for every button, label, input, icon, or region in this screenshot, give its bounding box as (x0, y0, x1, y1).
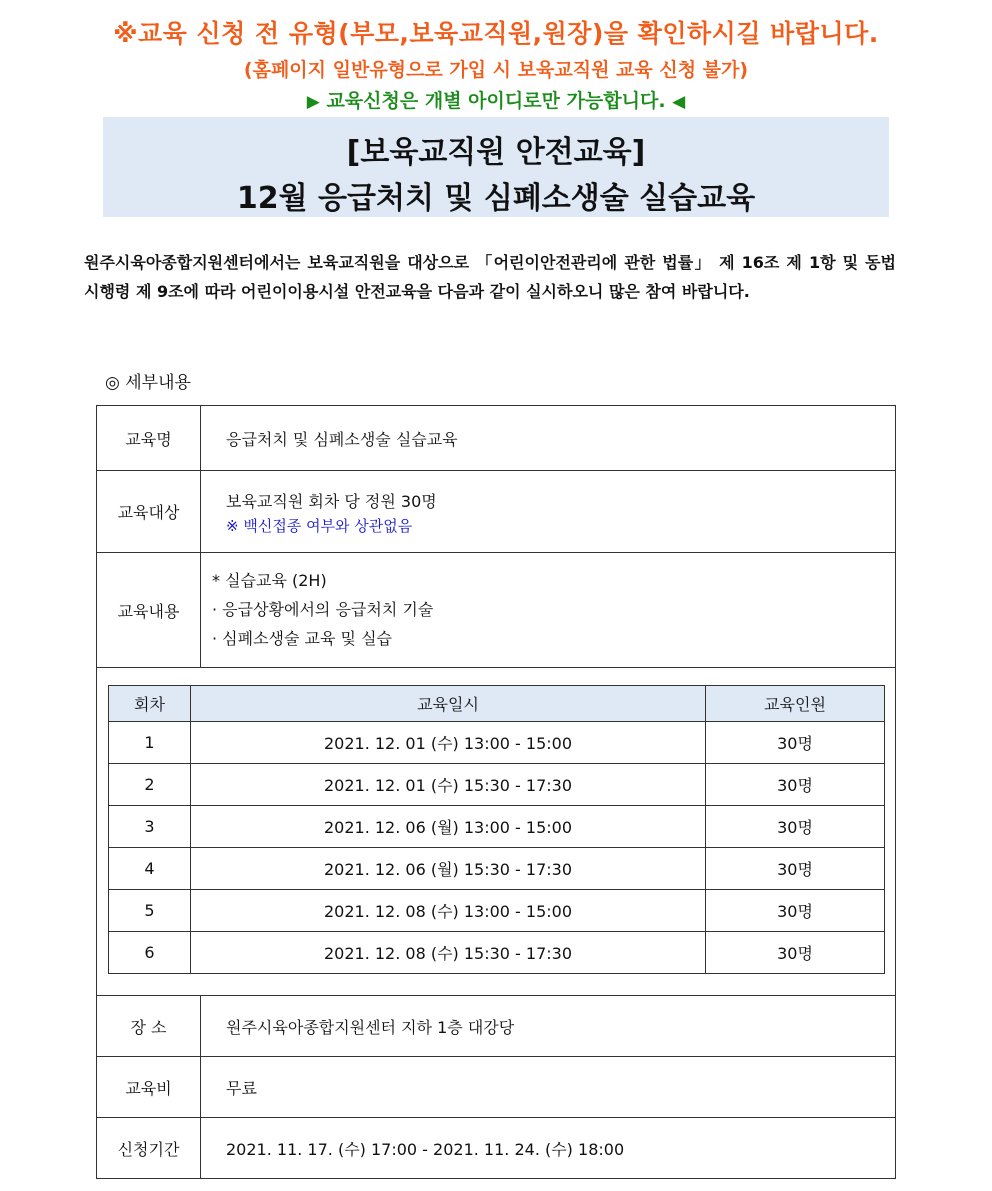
session-datetime: 2021. 12. 01 (수) 13:00 - 15:00 (191, 722, 706, 764)
notice-individual-id (0, 86, 992, 113)
target-note: ※ 백신접종 여부와 상관없음 (226, 517, 413, 535)
session-number: 3 (109, 806, 191, 848)
session-capacity: 30명 (706, 890, 885, 932)
details-table (96, 405, 896, 1179)
session-capacity: 30명 (706, 764, 885, 806)
table-row (109, 764, 885, 806)
fee-value: 무료 (226, 1079, 257, 1098)
title-banner (103, 117, 889, 217)
place-value: 원주시육아종합지원센터 지하 1층 대강당 (226, 1018, 515, 1037)
schedule-header-row (109, 686, 885, 722)
header-session: 회차 (109, 686, 191, 722)
table-row (109, 722, 885, 764)
row-fee (97, 1057, 895, 1118)
arrow-right-icon: ▶ (306, 92, 320, 112)
session-number: 4 (109, 848, 191, 890)
session-capacity: 30명 (706, 932, 885, 974)
table-row (109, 806, 885, 848)
content-item: · 심폐소생술 교육 및 실습 (212, 629, 392, 648)
schedule-table (108, 685, 885, 974)
notice-type-check: ※교육 신청 전 유형(부모,보육교직원,원장)을 확인하시길 바랍니다. (113, 19, 879, 48)
table-row (109, 848, 885, 890)
course-name-label: 교육명 (97, 406, 201, 470)
schedule-area (97, 668, 895, 996)
page-title: 12월 응급처치 및 심폐소생술 실습교육 (236, 181, 756, 216)
notice-individual-id-text: 교육신청은 개별 아이디로만 가능합니다. (326, 90, 666, 112)
table-row (109, 932, 885, 974)
section-title: ◎ 세부내용 (105, 373, 191, 393)
fee-label: 교육비 (97, 1057, 201, 1117)
header-capacity: 교육인원 (706, 686, 885, 722)
session-number: 1 (109, 722, 191, 764)
arrow-left-icon: ◀ (672, 92, 686, 112)
session-number: 5 (109, 890, 191, 932)
target-label: 교육대상 (97, 471, 201, 552)
session-datetime: 2021. 12. 08 (수) 15:30 - 17:30 (191, 932, 706, 974)
table-row (109, 890, 885, 932)
period-value: 2021. 11. 17. (수) 17:00 - 2021. 11. 24. (수) 18:00 (226, 1140, 625, 1159)
row-content (97, 553, 895, 668)
session-datetime: 2021. 12. 06 (월) 15:30 - 17:30 (191, 848, 706, 890)
session-number: 2 (109, 764, 191, 806)
row-target (97, 471, 895, 553)
content-item: · 응급상황에서의 응급처치 기술 (212, 600, 434, 619)
content-item: * 실습교육 (2H) (212, 571, 327, 590)
intro-paragraph: 원주시육아종합지원센터에서는 보육교직원을 대상으로 「어린이안전관리에 관한 법률」 제 16조 제 1항 및 동법 시행령 제 9조에 따라 어린이이용시설 안전교육을 다음과 같이 실시하오니 많은 참여 바랍니다. (84, 253, 896, 301)
header-datetime: 교육일시 (191, 686, 706, 722)
session-number: 6 (109, 932, 191, 974)
course-name-value: 응급처치 및 심폐소생술 실습교육 (226, 430, 458, 449)
row-place (97, 996, 895, 1057)
session-datetime: 2021. 12. 08 (수) 13:00 - 15:00 (191, 890, 706, 932)
place-label: 장 소 (97, 996, 201, 1056)
session-capacity: 30명 (706, 848, 885, 890)
row-period (97, 1118, 895, 1178)
session-datetime: 2021. 12. 06 (월) 13:00 - 15:00 (191, 806, 706, 848)
row-course-name (97, 406, 895, 471)
content-label: 교육내용 (97, 553, 201, 667)
session-capacity: 30명 (706, 722, 885, 764)
session-capacity: 30명 (706, 806, 885, 848)
period-label: 신청기간 (97, 1118, 201, 1178)
notice-homepage-signup: (홈페이지 일반유형으로 가입 시 보육교직원 교육 신청 불가) (243, 59, 749, 81)
session-datetime: 2021. 12. 01 (수) 15:30 - 17:30 (191, 764, 706, 806)
title-category: [보육교직원 안전교육] (346, 135, 646, 170)
target-value: 보육교직원 회차 당 정원 30명 (226, 492, 437, 511)
